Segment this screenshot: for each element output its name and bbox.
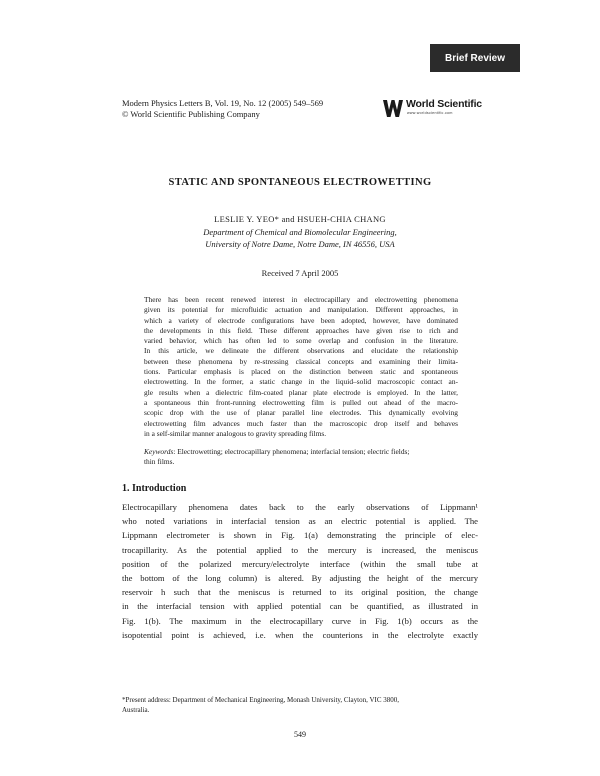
abstract-line: which a variety of electrode configurations have been adopted, however, have dominated [144,315,458,325]
abstract-line: tions. Particular emphasis is placed on the distinction between static and spontaneous [144,367,458,377]
abstract-line: in a self-similar manner analogous to gravity spreading films. [144,428,327,438]
abstract-line: electrowetting. In the former, a static change in the liquid–solid macroscopic contact an- [144,377,458,387]
introduction-text [122,500,478,642]
publisher-tagline: www.worldscientific.com [407,111,453,115]
abstract-line: the developments in this field. These different approaches have given rise to rich and [144,325,458,335]
body-line: reservoir h such that the meniscus is returned to its original position, the change [122,587,478,598]
body-line: who noted variations in interfacial tension as an electric potential is applied. The [122,516,478,527]
body-line: isopotential point is achieved, i.e. when the counterions in the electrolyte exactly [122,629,478,640]
body-line: trocapillarity. As the potential applied to the mercury is increased, the meniscus [122,544,478,555]
copyright-line: © World Scientific Publishing Company [122,109,260,119]
body-line: position of the polarized mercury/electrolyte interface (within the small tube at [122,558,478,569]
footnote-line: *Present address: Department of Mechanical Engineering, Monash University, Clayton, VIC 3800, [122,696,400,704]
publisher-logo [382,97,512,121]
article-type-badge: Brief Review [430,44,520,72]
journal-citation [122,98,323,120]
keywords-label: Keywords [144,447,174,456]
world-scientific-logo-icon [382,97,404,119]
abstract-line: a spontaneous thin front-running electrowetting film is pulled out ahead of the macro- [144,397,458,407]
body-line: the bottom of the long column) is altered. By adjusting the height of the mercury [122,573,478,584]
affiliation [0,227,600,250]
keywords-line [144,447,458,457]
affiliation-line: Department of Chemical and Biomolecular Engineering, [203,227,397,237]
body-line: Lippmann electrometer is shown in Fig. 1(a) demonstrating the principle of elec- [122,530,478,541]
abstract-line: between these phenomena by re-stressing classical concepts and examining their limita- [144,356,458,366]
author-list: LESLIE Y. YEO* and HSUEH-CHIA CHANG [214,214,386,224]
page-number: 549 [294,730,306,739]
body-line: Fig. 1(b). The maximum in the electrocapillary curve in Fig. 1(b) occurs as the [122,615,478,626]
abstract [144,295,458,439]
journal-reference: Modern Physics Letters B, Vol. 19, No. 12 (2005) 549–569 [122,98,324,108]
body-line: Electrocapillary phenomena dates back to the early observations of Lippmann¹ [122,502,478,512]
section-heading: 1. Introduction [122,483,187,494]
abstract-line: electrowetting film advances much faster than the macroscopic drop itself and behaves [144,418,458,428]
abstract-line: varied behavior, which has often led to some overlap and confusion in the literature. [144,336,458,346]
paper-title: STATIC AND SPONTANEOUS ELECTROWETTING [168,177,432,188]
publisher-name: World Scientific [406,98,482,110]
abstract-line: There has been recent renewed interest in electrocapillary and electrowetting phenomena [144,295,458,304]
keywords-text: : Electrowetting; electrocapillary phenomena; interfacial tension; electric fields; [173,447,410,456]
footnote-line: Australia. [122,705,150,714]
keywords [144,447,458,468]
abstract-line: scopic drop with the use of planar parallel line electrodes. This dynamically evolving [144,408,458,418]
received-date: Received 7 April 2005 [261,268,339,278]
body-line: in the interfacial tension with applied potential can be quantified, as illustrated in [122,601,478,612]
affiliation-line: University of Notre Dame, Notre Dame, IN 46556, USA [205,238,395,249]
footnote [122,696,478,715]
abstract-line: gle results when a dielectric film-coated planar plate electrode is employed. In the latter, [144,387,458,397]
keywords-line: thin films. [144,457,175,467]
abstract-line: In this article, we delineate the different observations and elucidate the relationship [144,346,458,356]
abstract-line: given its potential for microfluidic actuation and manipulation. Different approaches, in [144,305,458,315]
